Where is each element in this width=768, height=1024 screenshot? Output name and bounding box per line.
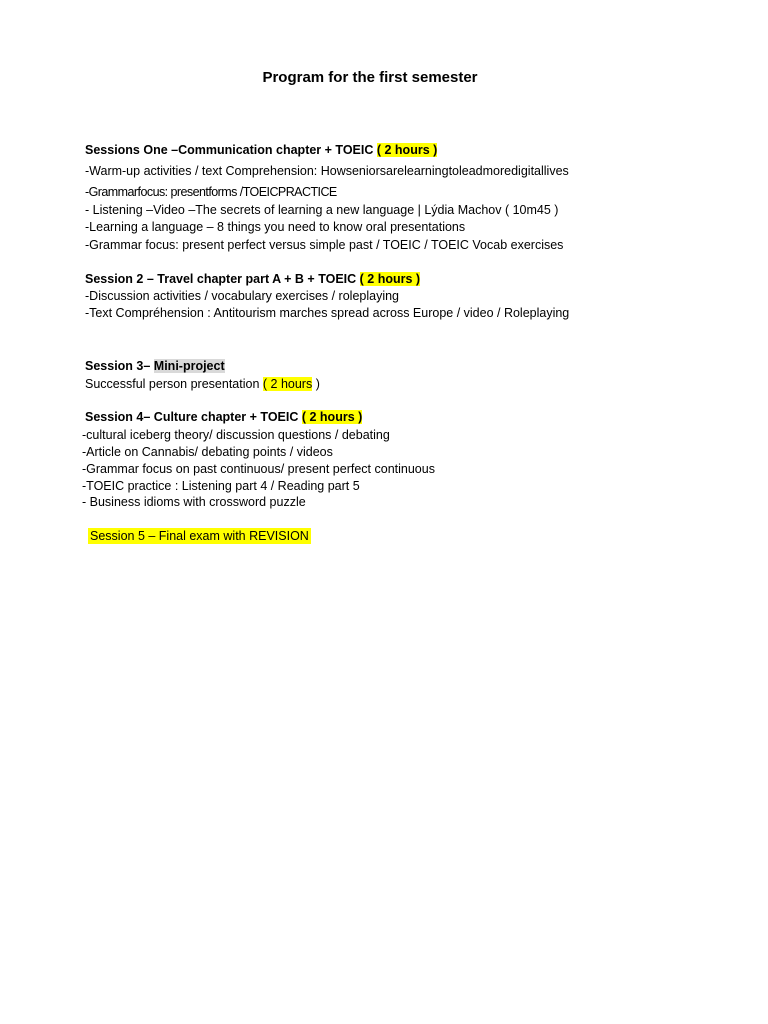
- session-3-mini-project-highlight: Mini-project: [153, 359, 225, 373]
- session-2-line-1: -Discussion activities / vocabulary exercises / roleplaying: [85, 289, 400, 303]
- session-4-title: Session 4– Culture chapter + TOEIC: [85, 410, 302, 424]
- session-4-hours-highlight: ( 2 hours ): [301, 410, 363, 424]
- session-5-heading: [88, 528, 311, 545]
- session-1-line-2: -Grammarfocus: presentforms /TOEICPRACTICE: [85, 185, 337, 199]
- session-2-line-2: -Text Compréhension : Antitourism marches spread across Europe / video / Roleplaying: [85, 306, 570, 320]
- session-3-heading: [85, 358, 225, 375]
- session-4-line-5: - Business idioms with crossword puzzle: [82, 495, 306, 509]
- session-1-hours-highlight: ( 2 hours ): [376, 143, 438, 157]
- session-4-line-3: -Grammar focus on past continuous/ present perfect continuous: [82, 462, 435, 476]
- session-3-title: Session 3–: [85, 359, 154, 373]
- session-4-heading: [85, 409, 362, 426]
- session-3-hours-highlight: ( 2 hours: [262, 377, 313, 391]
- session-3-presentation-text: Successful person presentation: [85, 377, 263, 391]
- session-3-hours-close: ): [312, 377, 320, 391]
- session-1-line-1: -Warm-up activities / text Comprehension: Howseniorsarelearningtoleadmoredigitallives: [85, 164, 569, 178]
- session-4-line-2: -Article on Cannabis/ debating points / videos: [82, 445, 333, 459]
- session-2-title: Session 2 – Travel chapter part A + B + TOEIC: [85, 272, 360, 286]
- session-4-line-1: -cultural iceberg theory/ discussion questions / debating: [82, 428, 390, 442]
- session-3-presentation-line: [85, 376, 320, 393]
- session-4-line-4: -TOEIC practice : Listening part 4 / Reading part 5: [82, 479, 360, 493]
- session-1-title: Sessions One –Communication chapter + TOEIC: [85, 143, 377, 157]
- session-1-heading: [85, 142, 437, 159]
- session-5-highlight: Session 5 – Final exam with REVISION: [90, 529, 309, 543]
- session-2-hours-highlight: ( 2 hours ): [359, 272, 421, 286]
- session-2-heading: [85, 271, 420, 288]
- session-1-line-3: - Listening –Video –The secrets of learning a new language | Lýdia Machov ( 10m45 ): [85, 203, 559, 217]
- session-1-line-5: -Grammar focus: present perfect versus simple past / TOEIC / TOEIC Vocab exercises: [85, 238, 564, 252]
- session-1-line-4: -Learning a language – 8 things you need to know oral presentations: [85, 220, 466, 234]
- page-title: Program for the first semester: [262, 69, 478, 86]
